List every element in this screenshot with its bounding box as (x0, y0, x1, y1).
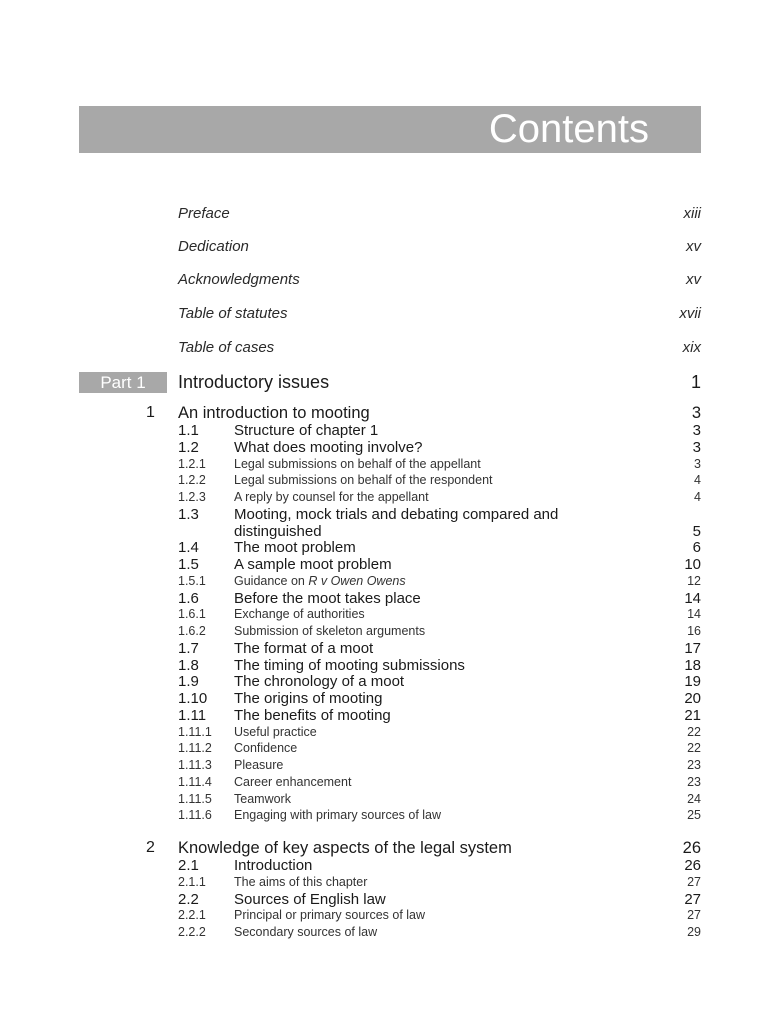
entry-page: 24 (687, 791, 701, 806)
entry-number: 1.11.2 (178, 741, 212, 756)
entry-page: xv (686, 271, 701, 288)
entry-page: xvii (679, 305, 701, 322)
entry-title: Table of statutes (178, 305, 288, 322)
entry-number: 1.9 (178, 673, 199, 691)
entry-title: Legal submissions on behalf of the respondent (234, 473, 493, 488)
entry-page: 10 (684, 556, 701, 573)
entry-title: What does mooting involve? (234, 438, 423, 456)
entry-number: 1.6.1 (178, 607, 206, 622)
entry-page: 4 (694, 473, 701, 488)
entry-title: Engaging with primary sources of law (234, 808, 442, 823)
entry-page: 3 (694, 456, 701, 471)
entry-page: 18 (684, 656, 701, 674)
entry-title: Table of cases (178, 339, 275, 356)
entry-number: 1.6.2 (178, 624, 206, 638)
entry-title: The chronology of a moot (234, 673, 405, 691)
entry-page: 29 (687, 925, 701, 939)
entry-number: 1.6 (178, 589, 199, 607)
entry-number: 1.2 (178, 438, 199, 456)
entry-title: Introduction (234, 857, 313, 874)
entry-number: 1.2.1 (178, 456, 206, 471)
entry-page: 3 (692, 438, 701, 456)
entry-title: Pleasure (234, 758, 284, 772)
entry-number: 1.11.3 (178, 758, 212, 772)
chapter-title: Knowledge of key aspects of the legal system (178, 839, 512, 857)
entry-title: Teamwork (234, 791, 291, 806)
entry-page: 6 (692, 539, 701, 557)
entry-number: 2.2 (178, 890, 199, 908)
entry-title: The timing of mooting submissions (234, 656, 465, 674)
entry-title: A reply by counsel for the appellant (234, 490, 429, 504)
entry-number: 2.1 (178, 857, 199, 874)
front-matter-entry (178, 304, 701, 324)
entry-page: xiii (683, 205, 701, 222)
entry-number: 2.2.1 (178, 908, 206, 923)
entry-title: Confidence (234, 741, 298, 756)
entry-title: Secondary sources of law (234, 925, 378, 939)
entry-page: 27 (687, 874, 701, 889)
entry-number: 1.11.6 (178, 808, 212, 823)
entry-page: 22 (687, 741, 701, 756)
front-matter-entry (178, 270, 701, 290)
entry-number: 1.3 (178, 505, 199, 523)
entry-number: 1.11.4 (178, 774, 212, 789)
entry-page: 14 (684, 589, 701, 607)
entry-title: Submission of skeleton arguments (234, 624, 426, 638)
entry-title: Principal or primary sources of law (234, 908, 426, 923)
entry-title: Acknowledgments (178, 271, 300, 288)
entry-number: 1.11 (178, 706, 207, 724)
contents-banner (79, 106, 701, 153)
chapter-page: 3 (691, 404, 701, 422)
entry-page: 12 (687, 573, 701, 588)
entry-title: The benefits of mooting (234, 706, 391, 724)
entry-title: Dedication (178, 238, 249, 255)
entry-page: 27 (687, 908, 701, 923)
entry-title-italic: R v Owen Owens (308, 573, 406, 588)
entry-title: Exchange of authorities (234, 607, 365, 622)
entry-title: Useful practice (234, 724, 317, 739)
entry-page: 5 (692, 522, 701, 540)
entry-number: 1.2.3 (178, 490, 206, 504)
entry-page: 27 (684, 890, 701, 908)
chapter-number: 2 (146, 839, 155, 856)
entry-page: 4 (694, 490, 701, 504)
front-matter-entry (178, 204, 701, 224)
part-title: Introductory issues (178, 372, 330, 392)
entry-title: The format of a moot (234, 639, 374, 657)
entry-page: 23 (687, 774, 701, 789)
chapter-number: 1 (146, 404, 155, 421)
entry-title: Preface (178, 205, 230, 222)
entry-title: Sources of English law (234, 890, 386, 908)
entry-number: 1.1 (178, 422, 199, 439)
entry-title: Mooting, mock trials and debating compared and distinguished (234, 505, 559, 540)
chapter-page: 26 (682, 839, 701, 857)
entry-page: 3 (692, 422, 701, 439)
entry-number: 1.8 (178, 656, 199, 674)
entry-page: 16 (687, 624, 701, 638)
entry-page: 22 (687, 724, 701, 739)
entry-number: 1.5 (178, 556, 199, 573)
entry-number: 2.1.1 (178, 874, 206, 889)
entry-page: xv (686, 238, 701, 255)
entry-page: 25 (687, 808, 701, 823)
entry-number: 1.2.2 (178, 473, 206, 488)
page-title: Contents (488, 107, 649, 151)
entry-page: 23 (687, 758, 701, 772)
entry-number: 1.11.1 (178, 724, 212, 739)
part-page: 1 (690, 372, 701, 392)
entry-title: The aims of this chapter (234, 874, 368, 889)
entry-title: The moot problem (234, 539, 356, 557)
entry-title: A sample moot problem (234, 556, 392, 573)
entry-page: 21 (684, 706, 701, 724)
entry-number: 1.10 (178, 690, 208, 707)
entry-page: xix (682, 339, 701, 356)
entry-number: 1.4 (178, 539, 199, 557)
entry-page: 19 (684, 673, 701, 691)
front-matter-entry (178, 237, 701, 257)
chapter-title: An introduction to mooting (178, 404, 370, 422)
entry-number: 1.11.5 (178, 791, 212, 806)
front-matter-entry (178, 338, 701, 358)
entry-number: 2.2.2 (178, 925, 206, 939)
entry-number: 1.7 (178, 639, 199, 657)
entry-page: 17 (684, 639, 701, 657)
entry-title: Structure of chapter 1 (234, 422, 379, 439)
part-label: Part 1 (79, 372, 167, 393)
entry-title: Before the moot takes place (234, 589, 421, 607)
entry-page: 26 (684, 857, 701, 874)
entry-title: The origins of mooting (234, 690, 383, 707)
entry-title: Guidance on R v Owen Owens (234, 573, 406, 588)
entry-title: Career enhancement (234, 774, 352, 789)
entry-number: 1.5.1 (178, 573, 206, 588)
entry-page: 20 (684, 690, 701, 707)
entry-page: 14 (687, 607, 701, 622)
entry-title: Legal submissions on behalf of the appellant (234, 456, 481, 471)
